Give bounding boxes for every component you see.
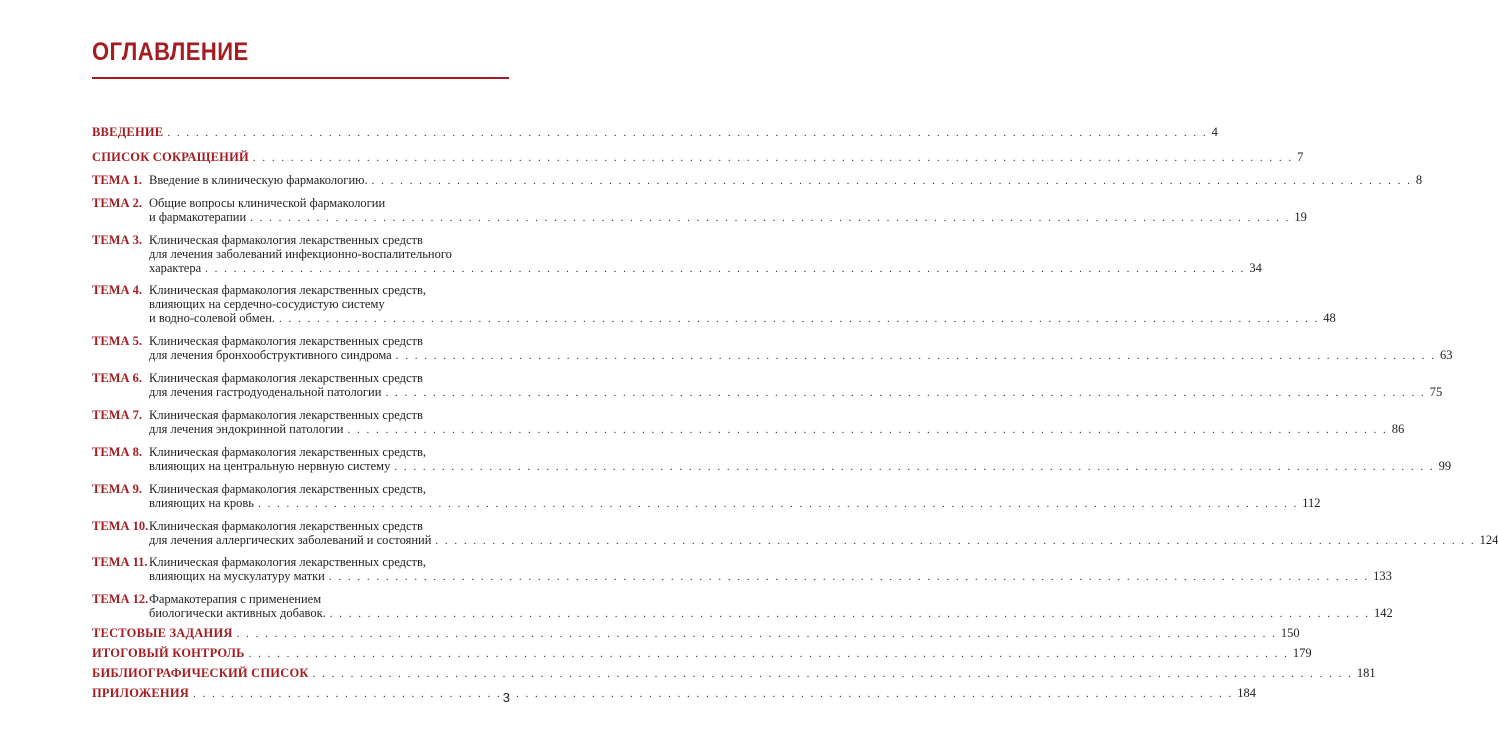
dot-leader	[330, 607, 1370, 621]
dot-leader	[396, 349, 1436, 363]
dot-leader	[279, 312, 1319, 326]
toc-topic-line: биологически активных добавок.	[149, 606, 326, 620]
dot-leader	[394, 460, 1434, 474]
toc-topic-body	[149, 233, 1262, 275]
toc-entry[interactable]	[92, 125, 1218, 139]
toc-entry[interactable]	[92, 592, 1393, 620]
toc-entry[interactable]	[92, 519, 1498, 547]
dot-leader	[385, 386, 1425, 400]
toc-topic-body	[149, 371, 1442, 399]
toc-entry[interactable]	[92, 626, 1300, 640]
toc-heading-row	[92, 666, 1376, 680]
toc-page-number: 86	[1391, 422, 1405, 436]
toc-heading-row	[92, 626, 1300, 640]
toc-topic-row	[92, 408, 1405, 436]
toc-topic-line: Общие вопросы клинической фармакологии	[149, 196, 386, 210]
toc-topic-last-line	[149, 385, 1442, 399]
toc-heading-title: ИТОГОВЫЙ КОНТРОЛЬ	[92, 646, 245, 660]
toc-entry[interactable]	[92, 150, 1304, 164]
toc-topic-line: влияющих на кровь	[149, 496, 254, 510]
toc-heading-title: ВВЕДЕНИЕ	[92, 125, 164, 139]
toc-topic-line: для лечения аллергических заболеваний и состояний	[149, 533, 432, 547]
toc-entry[interactable]	[92, 334, 1453, 362]
toc-topic-label: ТЕМА 8.	[92, 445, 142, 459]
toc-topic-line: влияющих на сердечно-сосудистую систему	[149, 297, 385, 311]
toc-topic-label: ТЕМА 3.	[92, 233, 142, 247]
dot-leader	[258, 497, 1298, 511]
toc-page-number: 150	[1280, 626, 1300, 640]
toc-topic-label: ТЕМА 6.	[92, 371, 142, 385]
toc-page-number: 63	[1439, 348, 1453, 362]
dot-leader	[205, 262, 1245, 276]
toc-heading-title: БИБЛИОГРАФИЧЕСКИЙ СПИСОК	[92, 666, 309, 680]
dot-leader	[329, 570, 1369, 584]
dot-leader	[435, 534, 1475, 548]
toc-topic-body	[149, 283, 1336, 325]
toc-topic-line: и фармакотерапии	[149, 210, 247, 224]
toc-topic-line: характера	[149, 261, 202, 275]
toc-topic-line: Клиническая фармакология лекарственных средств,	[149, 283, 427, 297]
toc-topic-row	[92, 334, 1453, 362]
toc-topic-row	[92, 283, 1336, 325]
toc-topic-row	[92, 173, 1423, 187]
toc-topic-body	[149, 334, 1452, 362]
toc-topic-line: и водно-солевой обмен.	[149, 311, 276, 325]
toc-page-number: 8	[1415, 173, 1423, 187]
toc-topic-row	[92, 555, 1392, 583]
toc-page-number: 7	[1297, 150, 1304, 164]
toc-topic-line: Клиническая фармакология лекарственных средств,	[149, 482, 427, 496]
toc-topic-line: Фармакотерапия с применением	[149, 592, 322, 606]
toc-topic-body	[149, 555, 1392, 583]
toc-page-number: 4	[1211, 125, 1218, 139]
toc-topic-label: ТЕМА 4.	[92, 283, 142, 297]
dot-leader	[250, 211, 1290, 225]
dot-leader	[313, 667, 1353, 681]
toc-topic-last-line	[149, 606, 1393, 620]
toc-topic-line: Клиническая фармакология лекарственных средств	[149, 233, 423, 247]
toc-topic-label: ТЕМА 1.	[92, 173, 142, 187]
toc-page-number: 75	[1429, 385, 1443, 399]
toc-entry[interactable]	[92, 482, 1321, 510]
page-title: ОГЛАВЛЕНИЕ	[92, 38, 249, 66]
toc-topic-body	[149, 196, 1307, 224]
title-divider	[92, 77, 509, 79]
toc-heading-row	[92, 150, 1304, 164]
toc-page-number: 181	[1356, 666, 1376, 680]
dot-leader	[347, 423, 1387, 437]
toc-topic-last-line	[149, 210, 1307, 224]
toc-topic-last-line	[149, 422, 1404, 436]
toc-page-number: 99	[1438, 459, 1452, 473]
toc-topic-line: Клиническая фармакология лекарственных средств	[149, 519, 423, 533]
toc-entry[interactable]	[92, 408, 1405, 436]
toc-page-number: 19	[1294, 210, 1307, 224]
toc-topic-row	[92, 519, 1498, 547]
table-of-contents	[92, 117, 1498, 700]
toc-entry[interactable]	[92, 686, 1256, 700]
toc-topic-last-line	[149, 533, 1498, 547]
toc-topic-last-line	[149, 261, 1262, 275]
toc-topic-last-line	[149, 311, 1336, 325]
toc-page-number: 179	[1292, 646, 1312, 660]
toc-topic-body	[149, 173, 1422, 187]
toc-entry[interactable]	[92, 445, 1452, 473]
toc-page-number: 124	[1479, 533, 1498, 547]
toc-page-number: 184	[1237, 686, 1256, 700]
toc-entry[interactable]	[92, 666, 1376, 680]
toc-topic-last-line	[149, 348, 1452, 362]
toc-topic-row	[92, 233, 1262, 275]
toc-topic-row	[92, 196, 1307, 224]
toc-heading-title: СПИСОК СОКРАЩЕНИЙ	[92, 150, 249, 164]
toc-page-number: 34	[1249, 261, 1262, 275]
toc-topic-label: ТЕМА 2.	[92, 196, 142, 210]
toc-topic-label: ТЕМА 12.	[92, 592, 149, 606]
toc-entry[interactable]	[92, 646, 1312, 660]
toc-page-number: 142	[1374, 606, 1393, 620]
toc-topic-label: ТЕМА 11.	[92, 555, 148, 569]
toc-topic-last-line	[149, 459, 1451, 473]
toc-topic-label: ТЕМА 5.	[92, 334, 142, 348]
toc-topic-last-line	[149, 569, 1392, 583]
toc-topic-line: Клиническая фармакология лекарственных средств	[149, 371, 423, 385]
toc-topic-label: ТЕМА 7.	[92, 408, 142, 422]
toc-topic-line: для лечения бронхообструктивного синдрома	[149, 348, 392, 362]
toc-topic-line: Клиническая фармакология лекарственных средств	[149, 408, 423, 422]
toc-entry[interactable]	[92, 196, 1307, 224]
toc-heading-title: ПРИЛОЖЕНИЯ	[92, 686, 189, 700]
toc-heading-row	[92, 125, 1218, 139]
toc-topic-body	[149, 482, 1321, 510]
toc-topic-row	[92, 592, 1393, 620]
toc-heading-row	[92, 686, 1256, 700]
toc-topic-line: Клиническая фармакология лекарственных средств,	[149, 555, 427, 569]
toc-topic-last-line	[149, 173, 1422, 187]
dot-leader	[249, 647, 1289, 661]
dot-leader	[237, 627, 1277, 641]
toc-topic-line: для лечения заболеваний инфекционно-воспалительного	[149, 247, 452, 261]
toc-topic-line: Введение в клиническую фармакологию.	[149, 173, 368, 187]
toc-topic-body	[149, 445, 1451, 473]
toc-entry[interactable]	[92, 371, 1443, 399]
dot-leader	[193, 687, 1233, 701]
toc-entry[interactable]	[92, 283, 1336, 325]
toc-topic-line: влияющих на центральную нервную систему	[149, 459, 391, 473]
toc-entry[interactable]	[92, 173, 1423, 187]
toc-page-number: 48	[1323, 311, 1336, 325]
toc-topic-body	[149, 592, 1393, 620]
toc-topic-label: ТЕМА 10.	[92, 519, 149, 533]
toc-topic-line: влияющих на мускулатуру матки	[149, 569, 325, 583]
toc-topic-line: для лечения гастродуоденальной патологии	[149, 385, 382, 399]
toc-topic-label: ТЕМА 9.	[92, 482, 142, 496]
page-number: 3	[502, 690, 510, 705]
toc-topic-last-line	[149, 496, 1321, 510]
toc-topic-body	[149, 408, 1404, 436]
toc-page-number: 112	[1302, 496, 1321, 510]
toc-topic-line: Клиническая фармакология лекарственных средств,	[149, 445, 427, 459]
toc-heading-row	[92, 646, 1312, 660]
dot-leader	[372, 174, 1412, 188]
dot-leader	[167, 126, 1207, 140]
toc-heading-title: ТЕСТОВЫЕ ЗАДАНИЯ	[92, 626, 233, 640]
toc-topic-line: для лечения эндокринной патологии	[149, 422, 344, 436]
toc-topic-row	[92, 371, 1443, 399]
dot-leader	[253, 151, 1293, 165]
toc-entry[interactable]	[92, 555, 1392, 583]
toc-topic-row	[92, 445, 1452, 473]
toc-topic-body	[149, 519, 1498, 547]
toc-topic-row	[92, 482, 1321, 510]
toc-page-number: 133	[1373, 569, 1392, 583]
toc-topic-line: Клиническая фармакология лекарственных средств	[149, 334, 423, 348]
toc-entry[interactable]	[92, 233, 1262, 275]
